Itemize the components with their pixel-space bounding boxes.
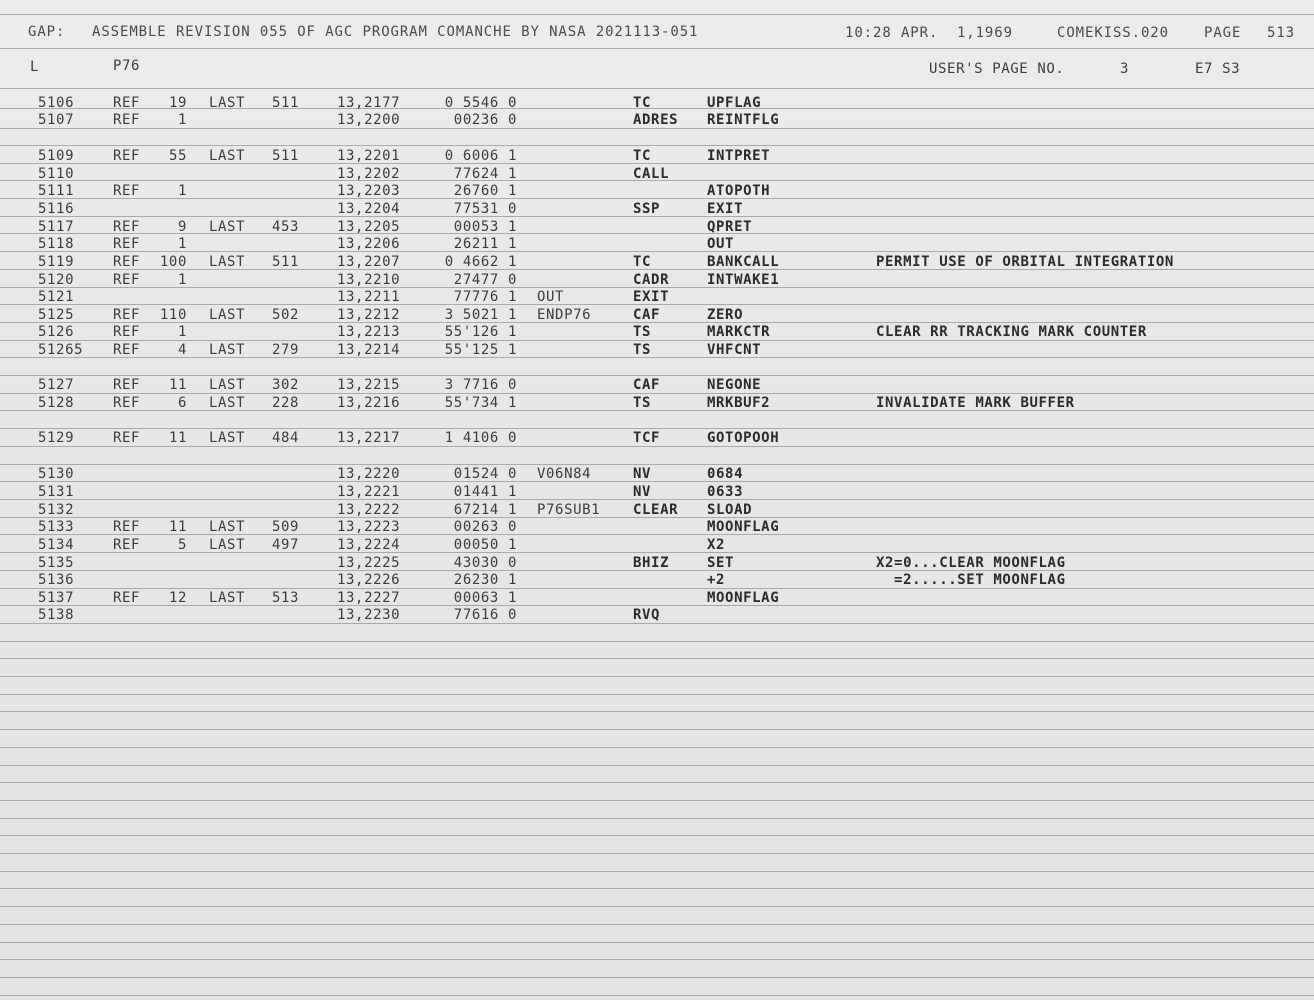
- octal-code: 00263 0: [453, 519, 517, 535]
- ruled-line: [0, 499, 1314, 500]
- line-number: 5116: [38, 201, 75, 217]
- ruled-line: [0, 977, 1314, 978]
- operand: MRKBUF2: [707, 395, 771, 411]
- address: 13,2206: [337, 236, 401, 252]
- line-number: 5125: [38, 307, 75, 323]
- address: 13,2222: [337, 502, 401, 518]
- ruled-line: [0, 835, 1314, 836]
- address: 13,2204: [337, 201, 401, 217]
- operand: VHFCNT: [707, 342, 762, 358]
- ref-keyword: REF: [113, 342, 141, 358]
- operand: X2: [707, 537, 726, 553]
- operand: INTPRET: [707, 148, 771, 164]
- comment: X2=0...CLEAR MOONFLAG: [876, 555, 1066, 571]
- ref-count: 11: [168, 519, 187, 535]
- last-page: 509: [272, 519, 300, 535]
- assemble-title: ASSEMBLE REVISION 055 OF AGC PROGRAM COMANCHE BY NASA 2021113-051: [92, 24, 699, 40]
- ref-count: 1: [177, 112, 187, 128]
- address: 13,2213: [337, 324, 401, 340]
- ref-keyword: REF: [113, 590, 141, 606]
- octal-code: 77776 1: [453, 289, 517, 305]
- ref-keyword: REF: [113, 324, 141, 340]
- opcode: NV: [633, 466, 652, 482]
- address: 13,2200: [337, 112, 401, 128]
- ruled-line: [0, 924, 1314, 925]
- octal-code: 26211 1: [453, 236, 517, 252]
- opcode: TS: [633, 395, 652, 411]
- ruled-line: [0, 481, 1314, 482]
- operand: 0684: [707, 466, 744, 482]
- address: 13,2203: [337, 183, 401, 199]
- ref-count: 1: [177, 324, 187, 340]
- ruled-line: [0, 534, 1314, 535]
- address: 13,2215: [337, 377, 401, 393]
- ruled-line: [0, 48, 1314, 49]
- operand: INTWAKE1: [707, 272, 780, 288]
- ref-count: 11: [168, 377, 187, 393]
- address: 13,2212: [337, 307, 401, 323]
- last-page: 511: [272, 254, 300, 270]
- address: 13,2223: [337, 519, 401, 535]
- ref-count: 110: [159, 307, 187, 323]
- last-keyword: LAST: [209, 430, 246, 446]
- ruled-line: [0, 340, 1314, 341]
- comment: =2.....SET MOONFLAG: [876, 572, 1066, 588]
- line-number: 5127: [38, 377, 75, 393]
- ref-keyword: REF: [113, 183, 141, 199]
- ref-keyword: REF: [113, 395, 141, 411]
- ruled-line: [0, 676, 1314, 677]
- last-page: 497: [272, 537, 300, 553]
- octal-code: 77624 1: [453, 166, 517, 182]
- line-number: 5106: [38, 95, 75, 111]
- octal-code: 67214 1: [453, 502, 517, 518]
- line-number: 5117: [38, 219, 75, 235]
- last-page: 302: [272, 377, 300, 393]
- ruled-line: [0, 251, 1314, 252]
- octal-code: 1 4106 0: [444, 430, 517, 446]
- operand: NEGONE: [707, 377, 762, 393]
- line-number: 5121: [38, 289, 75, 305]
- opcode: CLEAR: [633, 502, 679, 518]
- ruled-line: [0, 357, 1314, 358]
- ref-keyword: REF: [113, 236, 141, 252]
- comment: INVALIDATE MARK BUFFER: [876, 395, 1075, 411]
- operand: QPRET: [707, 219, 753, 235]
- ruled-line: [0, 588, 1314, 589]
- octal-code: 0 6006 1: [444, 148, 517, 164]
- address: 13,2216: [337, 395, 401, 411]
- symbol-label: ENDP76: [537, 307, 592, 323]
- symbol-label: P76SUB1: [537, 502, 601, 518]
- program-name: P76: [113, 58, 141, 74]
- symbol-label: V06N84: [537, 466, 592, 482]
- address: 13,2230: [337, 607, 401, 623]
- operand: OUT: [707, 236, 735, 252]
- ref-count: 1: [177, 272, 187, 288]
- line-number: 5137: [38, 590, 75, 606]
- users-page-number: 3: [1120, 61, 1130, 77]
- ruled-line: [0, 729, 1314, 730]
- ruled-line: [0, 88, 1314, 89]
- last-page: 511: [272, 95, 300, 111]
- ref-keyword: REF: [113, 95, 141, 111]
- ruled-line: [0, 694, 1314, 695]
- ref-keyword: REF: [113, 148, 141, 164]
- operand: MOONFLAG: [707, 590, 780, 606]
- opcode: ADRES: [633, 112, 679, 128]
- operand: EXIT: [707, 201, 744, 217]
- operand: GOTOPOOH: [707, 430, 780, 446]
- last-keyword: LAST: [209, 219, 246, 235]
- opcode: TCF: [633, 430, 661, 446]
- last-keyword: LAST: [209, 590, 246, 606]
- ref-count: 1: [177, 183, 187, 199]
- ruled-line: [0, 145, 1314, 146]
- ruled-line: [0, 14, 1314, 15]
- octal-code: 01524 0: [453, 466, 517, 482]
- ruled-line: [0, 818, 1314, 819]
- line-number: 5119: [38, 254, 75, 270]
- ruled-line: [0, 410, 1314, 411]
- ruled-line: [0, 233, 1314, 234]
- octal-code: 3 7716 0: [444, 377, 517, 393]
- address: 13,2205: [337, 219, 401, 235]
- last-keyword: LAST: [209, 254, 246, 270]
- last-keyword: LAST: [209, 307, 246, 323]
- line-number: 5133: [38, 519, 75, 535]
- comment: PERMIT USE OF ORBITAL INTEGRATION: [876, 254, 1174, 270]
- address: 13,2221: [337, 484, 401, 500]
- operand: REINTFLG: [707, 112, 780, 128]
- ruled-line: [0, 198, 1314, 199]
- last-keyword: LAST: [209, 377, 246, 393]
- ref-keyword: REF: [113, 272, 141, 288]
- last-keyword: LAST: [209, 395, 246, 411]
- operand: MARKCTR: [707, 324, 771, 340]
- ref-count: 4: [177, 342, 187, 358]
- line-number: 5130: [38, 466, 75, 482]
- last-page: 228: [272, 395, 300, 411]
- ruled-line: [0, 658, 1314, 659]
- comment: CLEAR RR TRACKING MARK COUNTER: [876, 324, 1147, 340]
- opcode: BHIZ: [633, 555, 670, 571]
- ref-keyword: REF: [113, 307, 141, 323]
- line-number: 5138: [38, 607, 75, 623]
- octal-code: 0 4662 1: [444, 254, 517, 270]
- ruled-line: [0, 888, 1314, 889]
- operand: +2: [707, 572, 726, 588]
- last-page: 511: [272, 148, 300, 164]
- line-number: 5110: [38, 166, 75, 182]
- opcode: NV: [633, 484, 652, 500]
- ruled-line: [0, 959, 1314, 960]
- ruled-line: [0, 464, 1314, 465]
- octal-code: 00053 1: [453, 219, 517, 235]
- last-page: 484: [272, 430, 300, 446]
- ref-keyword: REF: [113, 219, 141, 235]
- ref-keyword: REF: [113, 537, 141, 553]
- operand: 0633: [707, 484, 744, 500]
- operand: ATOPOTH: [707, 183, 771, 199]
- address: 13,2217: [337, 430, 401, 446]
- ref-count: 1: [177, 236, 187, 252]
- line-number: 5120: [38, 272, 75, 288]
- ref-count: 9: [177, 219, 187, 235]
- ruled-line: [0, 782, 1314, 783]
- ref-keyword: REF: [113, 430, 141, 446]
- last-keyword: LAST: [209, 95, 246, 111]
- timestamp: 10:28 APR. 1,1969: [845, 25, 1013, 41]
- ref-count: 100: [159, 254, 187, 270]
- opcode: CALL: [633, 166, 670, 182]
- last-keyword: LAST: [209, 148, 246, 164]
- ruled-line: [0, 747, 1314, 748]
- page-label: PAGE: [1204, 25, 1242, 41]
- page-number: 513: [1267, 25, 1295, 41]
- ref-count: 5: [177, 537, 187, 553]
- last-keyword: LAST: [209, 342, 246, 358]
- ruled-line: [0, 906, 1314, 907]
- octal-code: 3 5021 1: [444, 307, 517, 323]
- opcode: RVQ: [633, 607, 661, 623]
- ruled-line: [0, 800, 1314, 801]
- line-number: 5136: [38, 572, 75, 588]
- octal-code: 0 5546 0: [444, 95, 517, 111]
- opcode: CAF: [633, 377, 661, 393]
- opcode: TC: [633, 148, 652, 164]
- address: 13,2211: [337, 289, 401, 305]
- ruled-line: [0, 393, 1314, 394]
- octal-code: 77531 0: [453, 201, 517, 217]
- opcode: CAF: [633, 307, 661, 323]
- operand: SLOAD: [707, 502, 753, 518]
- address: 13,2220: [337, 466, 401, 482]
- octal-code: 55'126 1: [444, 324, 517, 340]
- ruled-line: [0, 765, 1314, 766]
- line-number: 5118: [38, 236, 75, 252]
- address: 13,2201: [337, 148, 401, 164]
- ruled-line: [0, 446, 1314, 447]
- octal-code: 00063 1: [453, 590, 517, 606]
- operand: BANKCALL: [707, 254, 780, 270]
- address: 13,2224: [337, 537, 401, 553]
- address: 13,2177: [337, 95, 401, 111]
- ruled-line: [0, 995, 1314, 996]
- symbol-label: OUT: [537, 289, 565, 305]
- ruled-line: [0, 605, 1314, 606]
- line-number: 5135: [38, 555, 75, 571]
- opcode: EXIT: [633, 289, 670, 305]
- opcode: CADR: [633, 272, 670, 288]
- l-label: L: [30, 59, 40, 75]
- last-page: 453: [272, 219, 300, 235]
- ref-keyword: REF: [113, 377, 141, 393]
- ref-count: 6: [177, 395, 187, 411]
- line-number: 5132: [38, 502, 75, 518]
- octal-code: 26230 1: [453, 572, 517, 588]
- octal-code: 77616 0: [453, 607, 517, 623]
- opcode: TS: [633, 324, 652, 340]
- address: 13,2227: [337, 590, 401, 606]
- last-page: 513: [272, 590, 300, 606]
- line-number: 5131: [38, 484, 75, 500]
- ruled-line: [0, 853, 1314, 854]
- line-number: 5109: [38, 148, 75, 164]
- ref-count: 11: [168, 430, 187, 446]
- last-keyword: LAST: [209, 537, 246, 553]
- ruled-line: [0, 552, 1314, 553]
- file-name: COMEKISS.020: [1057, 25, 1169, 41]
- last-page: 502: [272, 307, 300, 323]
- operand: UPFLAG: [707, 95, 762, 111]
- ruled-line: [0, 428, 1314, 429]
- address: 13,2214: [337, 342, 401, 358]
- opcode: TC: [633, 254, 652, 270]
- ruled-line: [0, 871, 1314, 872]
- ruled-line: [0, 623, 1314, 624]
- users-page-label: USER'S PAGE NO.: [929, 61, 1065, 77]
- ruled-line: [0, 641, 1314, 642]
- ref-keyword: REF: [113, 254, 141, 270]
- ruled-line: [0, 108, 1314, 109]
- operand: ZERO: [707, 307, 744, 323]
- opcode: SSP: [633, 201, 661, 217]
- address: 13,2210: [337, 272, 401, 288]
- ruled-line: [0, 128, 1314, 129]
- ruled-line: [0, 942, 1314, 943]
- operand: SET: [707, 555, 735, 571]
- line-number: 5129: [38, 430, 75, 446]
- opcode: TC: [633, 95, 652, 111]
- octal-code: 01441 1: [453, 484, 517, 500]
- ref-keyword: REF: [113, 519, 141, 535]
- address: 13,2225: [337, 555, 401, 571]
- octal-code: 00236 0: [453, 112, 517, 128]
- address: 13,2207: [337, 254, 401, 270]
- octal-code: 26760 1: [453, 183, 517, 199]
- address: 13,2226: [337, 572, 401, 588]
- address: 13,2202: [337, 166, 401, 182]
- last-page: 279: [272, 342, 300, 358]
- line-number: 5107: [38, 112, 75, 128]
- octal-code: 27477 0: [453, 272, 517, 288]
- operand: MOONFLAG: [707, 519, 780, 535]
- ref-keyword: REF: [113, 112, 141, 128]
- octal-code: 00050 1: [453, 537, 517, 553]
- last-keyword: LAST: [209, 519, 246, 535]
- line-number: 5128: [38, 395, 75, 411]
- ref-count: 12: [168, 590, 187, 606]
- ruled-line: [0, 163, 1314, 164]
- ruled-line: [0, 375, 1314, 376]
- octal-code: 55'125 1: [444, 342, 517, 358]
- gap-label: GAP:: [28, 24, 66, 40]
- line-number: 5126: [38, 324, 75, 340]
- line-number: 51265: [38, 342, 84, 358]
- ref-count: 55: [168, 148, 187, 164]
- octal-code: 55'734 1: [444, 395, 517, 411]
- e7-s3: E7 S3: [1195, 61, 1241, 77]
- ref-count: 19: [168, 95, 187, 111]
- opcode: TS: [633, 342, 652, 358]
- line-number: 5111: [38, 183, 75, 199]
- line-number: 5134: [38, 537, 75, 553]
- ruled-line: [0, 711, 1314, 712]
- octal-code: 43030 0: [453, 555, 517, 571]
